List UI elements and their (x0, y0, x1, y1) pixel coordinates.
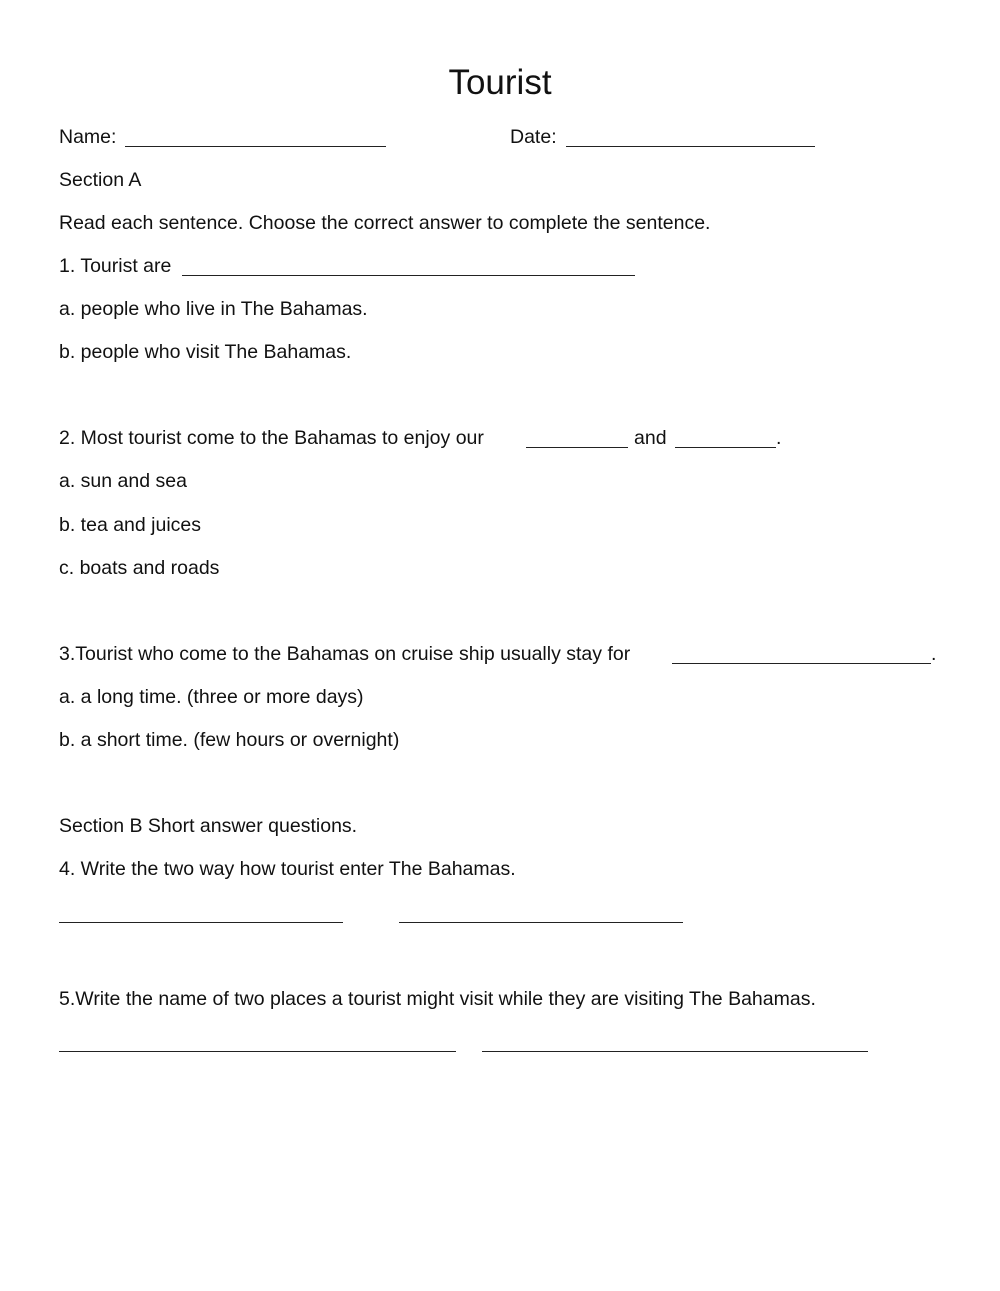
question-3-prompt: 3.Tourist who come to the Bahamas on cruise ship usually stay for (59, 643, 631, 665)
question-2-period: . (776, 427, 782, 449)
date-label: Date: (510, 126, 557, 148)
question-3-option-a[interactable]: a. a long time. (three or more days) (59, 686, 364, 708)
question-2-option-b[interactable]: b. tea and juices (59, 514, 202, 536)
question-2-and: and (634, 427, 667, 449)
question-3-blank[interactable] (672, 663, 931, 664)
question-1-blank[interactable] (182, 275, 635, 276)
question-4-answer-blank-1[interactable] (59, 922, 343, 923)
question-1-option-a[interactable]: a. people who live in The Bahamas. (59, 298, 368, 320)
section-a-heading: Section A (59, 169, 142, 191)
question-4-answer-blank-2[interactable] (399, 922, 683, 923)
question-5-prompt: 5.Write the name of two places a tourist might visit while they are visiting The Bahamas. (59, 988, 816, 1010)
question-5-answer-blank-2[interactable] (482, 1051, 868, 1052)
worksheet-title: Tourist (448, 63, 552, 102)
question-3-period: . (931, 643, 937, 665)
question-4-prompt: 4. Write the two way how tourist enter The Bahamas. (59, 858, 516, 880)
name-blank[interactable] (125, 146, 386, 147)
question-1-option-b[interactable]: b. people who visit The Bahamas. (59, 341, 352, 363)
section-a-instructions: Read each sentence. Choose the correct answer to complete the sentence. (59, 212, 711, 234)
section-b-heading: Section B Short answer questions. (59, 815, 358, 837)
question-2-option-c[interactable]: c. boats and roads (59, 557, 220, 579)
question-2-prompt: 2. Most tourist come to the Bahamas to enjoy our (59, 427, 484, 449)
question-1-prompt: 1. Tourist are (59, 255, 172, 277)
question-5-answer-blank-1[interactable] (59, 1051, 456, 1052)
question-3-option-b[interactable]: b. a short time. (few hours or overnight) (59, 729, 400, 751)
name-label: Name: (59, 126, 117, 148)
question-2-blank-1[interactable] (526, 447, 628, 448)
question-2-option-a[interactable]: a. sun and sea (59, 470, 187, 492)
date-blank[interactable] (566, 146, 815, 147)
question-2-blank-2[interactable] (675, 447, 776, 448)
